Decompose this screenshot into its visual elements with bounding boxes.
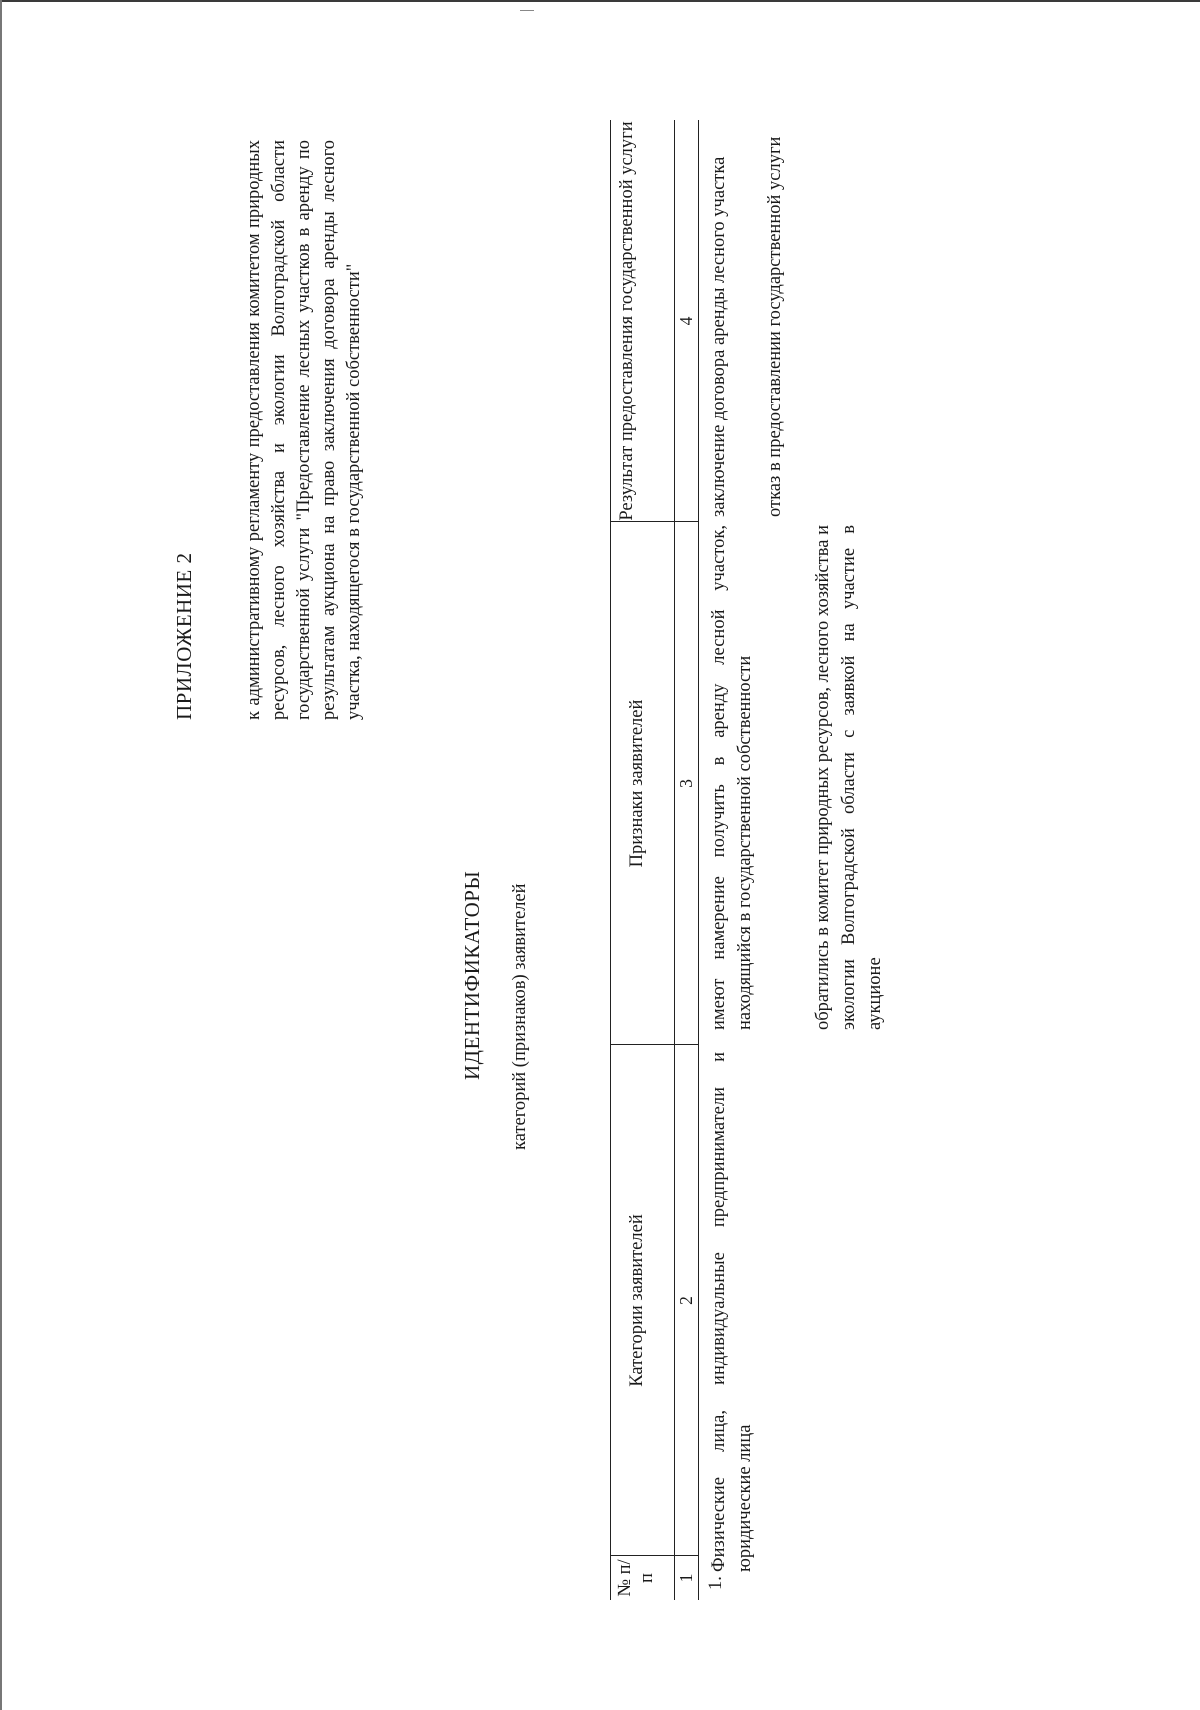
column-header-num: № п/п	[615, 1559, 657, 1597]
column-number-3: 3	[676, 779, 696, 788]
appendix-heading: ПРИЛОЖЕНИЕ 2	[172, 552, 196, 720]
row-sign-1: имеют намерение получить в аренду лесной участок, находящийся в государственной собственности	[709, 525, 755, 1030]
row-number: 1.	[706, 1576, 726, 1590]
document-subtitle: категорий (признаков) заявителей	[510, 883, 530, 1150]
scan-edge-top	[0, 0, 1200, 2]
table-header-divider	[674, 120, 675, 1600]
row-category: Физические лица, индивидуальные предприниматели и юридические лица	[709, 1052, 755, 1572]
scan-edge-left	[0, 0, 2, 1710]
column-number-4: 4	[676, 316, 696, 326]
row-sign-2: обратились в комитет природных ресурсов, лесного хозяйства и экологии Волгоградской области с заявкой на участие в аукционе	[813, 525, 885, 1030]
column-header-signs: Признаки заявителей	[627, 699, 647, 868]
column-number-1: 1	[676, 1573, 696, 1583]
rotated-document-page	[150, 110, 1070, 1600]
table-border-top	[610, 120, 611, 1600]
column-number-2: 2	[676, 1296, 696, 1305]
row-result-1: заключение договора аренды лесного участка	[709, 156, 729, 517]
document-title: ИДЕНТИФИКАТОРЫ	[460, 870, 484, 1080]
scan-mark	[520, 10, 534, 11]
row-result-2: отказ в предоставлении государственной услуги	[765, 136, 785, 517]
column-header-category: Категории заявителей	[627, 1214, 647, 1387]
table-border-header-bottom	[698, 120, 699, 1600]
appendix-note: к административному регламенту предоставления комитетом природных ресурсов, лесного хозяйства и экологии Волгоградской области государственной услуги "Предоставление лесных участков в аренду по результатам аукциона на право заключения договора аренды лесного участка, находящегося в государственной собственности"	[244, 140, 364, 720]
column-header-result: Результат предоставления государственной услуги	[617, 121, 637, 521]
